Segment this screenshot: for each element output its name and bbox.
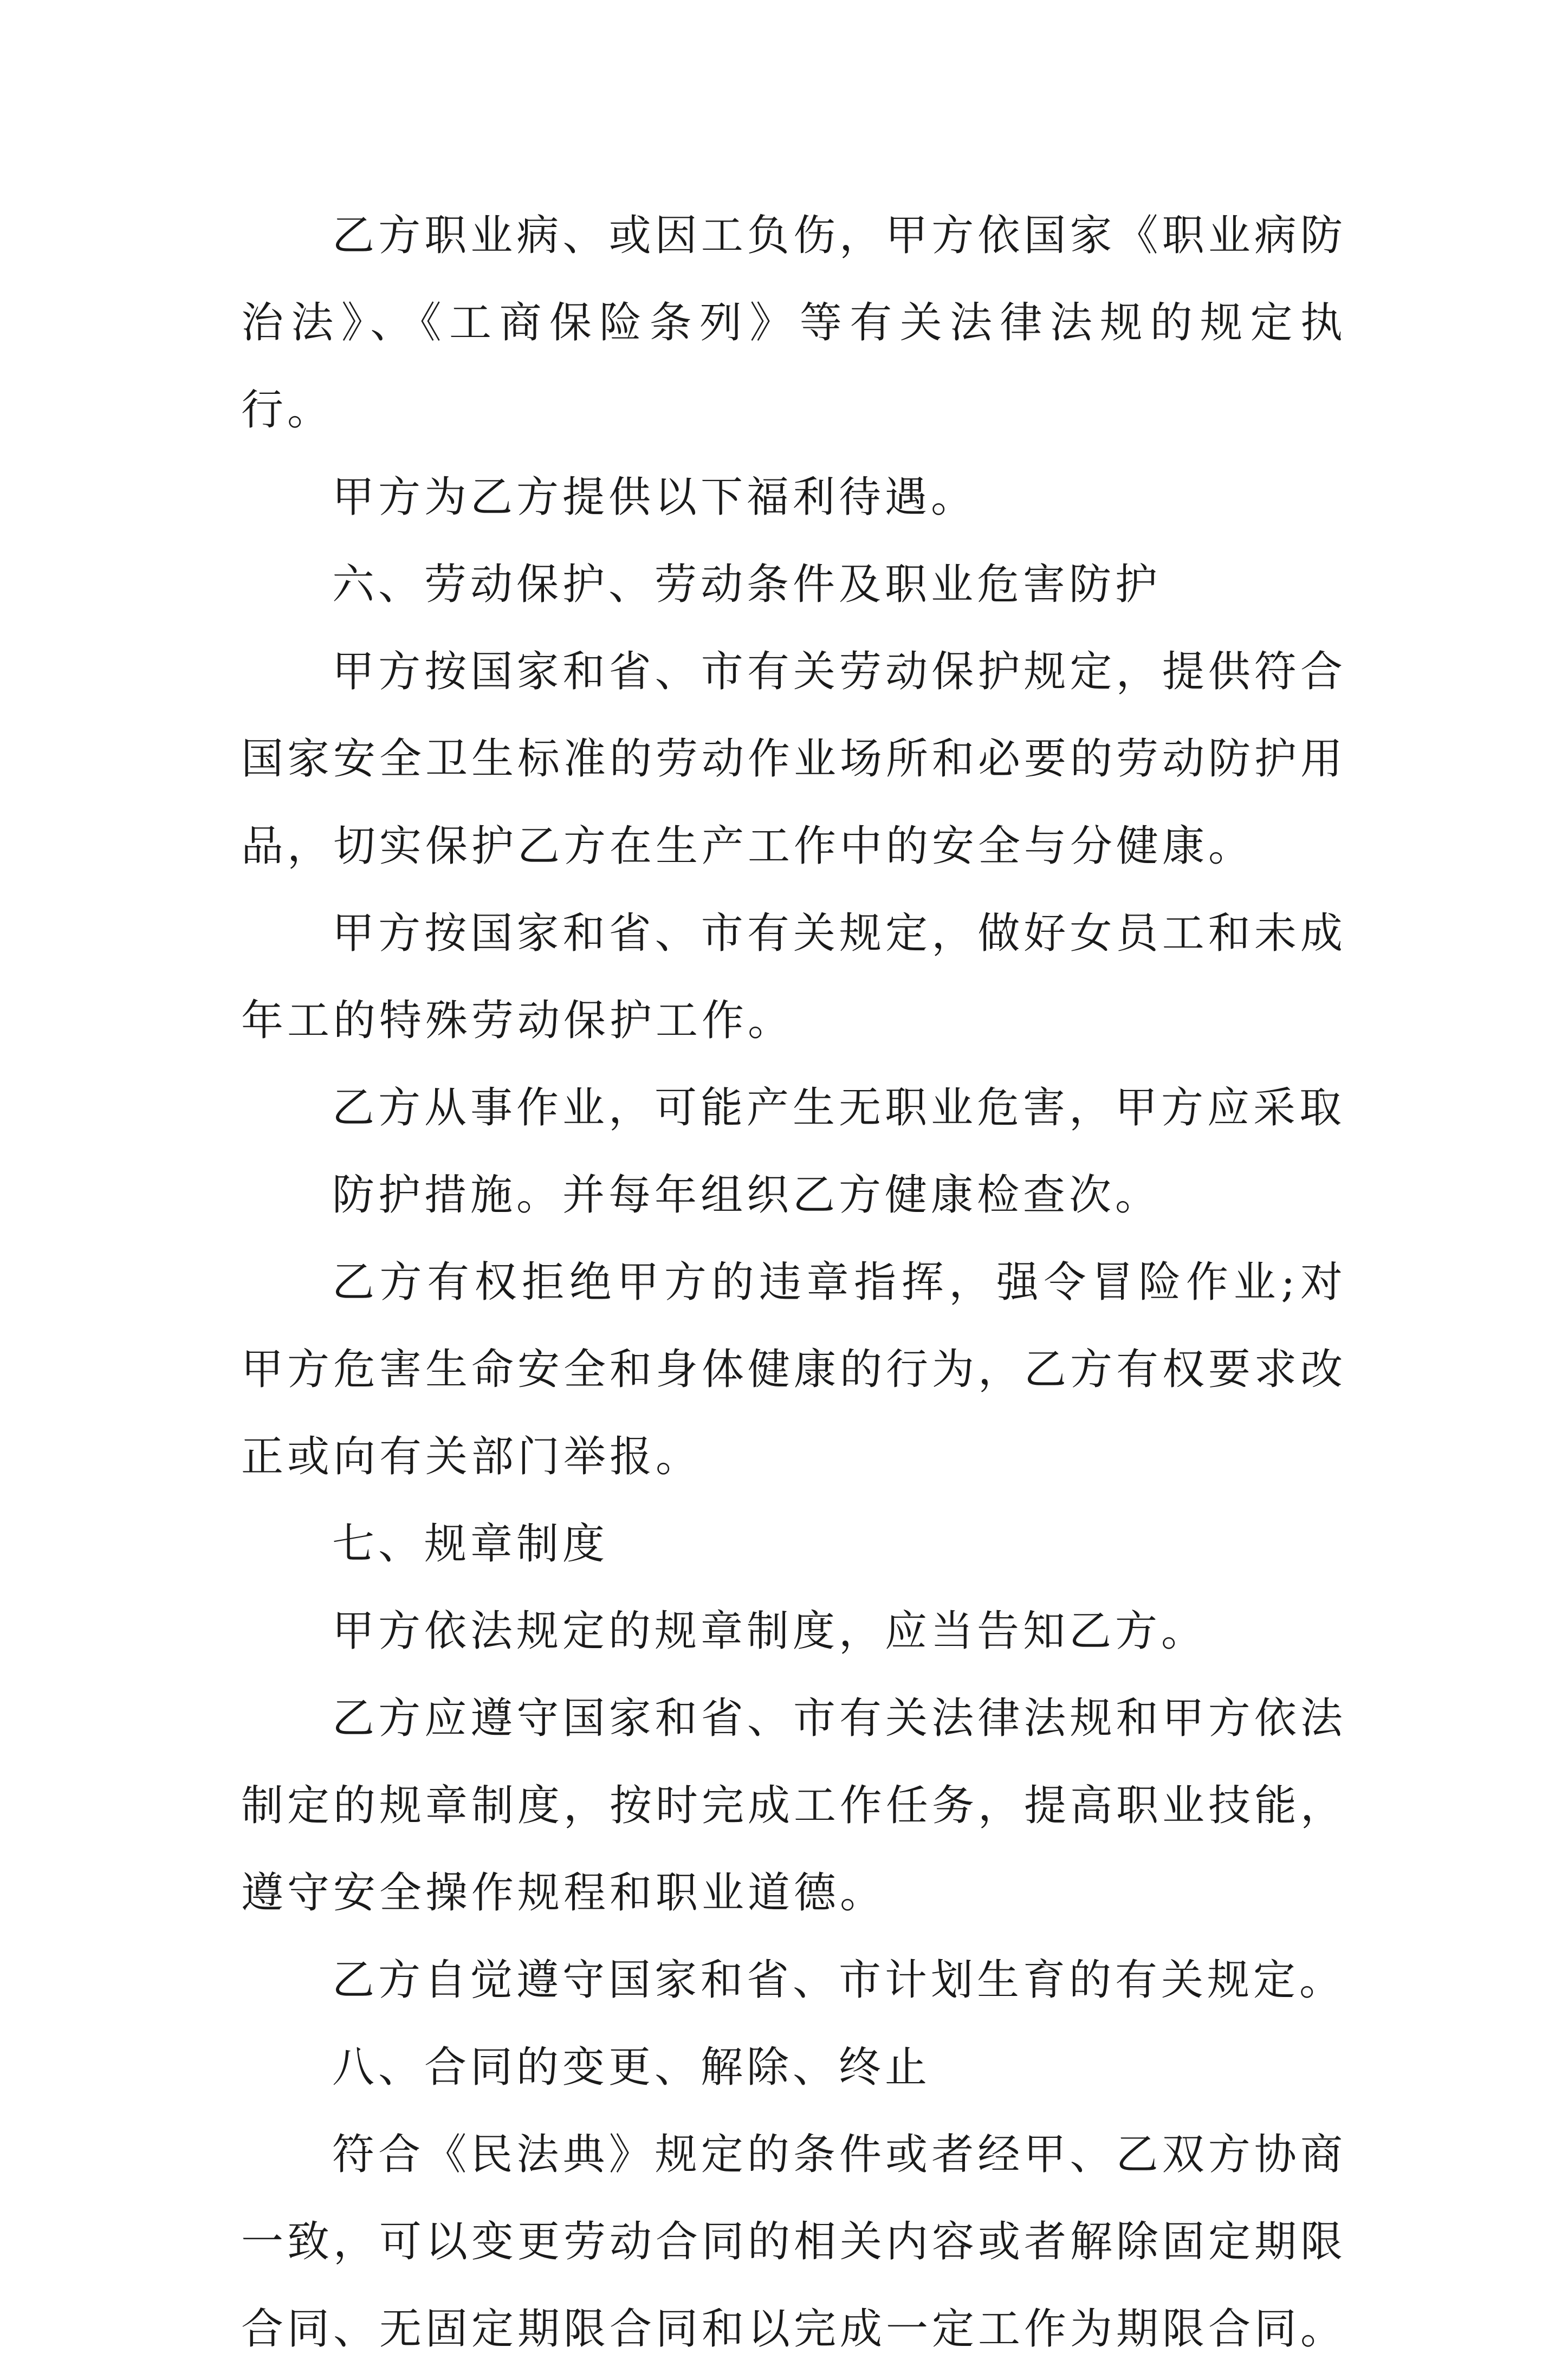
paragraph-occupational-injury: 乙方职业病、或因工负伤，甲方依国家《职业病防治法》、《工商保险条列》等有关法律法规的规定执行。 (241, 211, 1346, 435)
section-heading-labor-protection: 六、劳动保护、劳动条件及职业危害防护 (332, 560, 1162, 609)
paragraph-compliance: 乙方应遵守国家和省、市有关法律法规和甲方依法制定的规章制度，按时完成工作任务，提高职业技能，遵守安全操作规程和职业道德。 (241, 1694, 1347, 1917)
document-body (241, 192, 1346, 2373)
paragraph-health-check: 防护措施。并每年组织乙方健康检查次。 (332, 1171, 1162, 1220)
paragraph-rules-notice: 甲方依法规定的规章制度，应当告知乙方。 (332, 1607, 1208, 1656)
paragraph-family-planning: 乙方自觉遵守国家和省、市计划生育的有关规定。 (332, 1956, 1346, 2005)
paragraph-hazard-work: 乙方从事作业，可能产生无职业危害，甲方应采取 (332, 1084, 1346, 1132)
paragraph-welfare: 甲方为乙方提供以下福利待遇。 (332, 473, 977, 522)
section-heading-rules: 七、规章制度 (332, 1520, 609, 1568)
section-heading-contract-changes: 八、合同的变更、解除、终止 (332, 2043, 931, 2092)
paragraph-contract-modification: 符合《民法典》规定的条件或者经甲、乙双方协商一致，可以变更劳动合同的相关内容或者解除固定期限合同、无固定期限合同和以完成一定工作为期限合同。 (241, 2130, 1347, 2353)
paragraph-special-protection: 甲方按国家和省、市有关规定，做好女员工和未成年工的特殊劳动保护工作。 (241, 909, 1346, 1045)
paragraph-right-to-refuse: 乙方有权拒绝甲方的违章指挥，强令冒险作业;对甲方危害生命安全和身体健康的行为，乙方有权要求改正或向有关部门举报。 (241, 1258, 1347, 1481)
paragraph-safety-standards: 甲方按国家和省、市有关劳动保护规定，提供符合国家安全卫生标准的劳动作业场所和必要的劳动防护用品，切实保护乙方在生产工作中的安全与分健康。 (241, 647, 1347, 871)
